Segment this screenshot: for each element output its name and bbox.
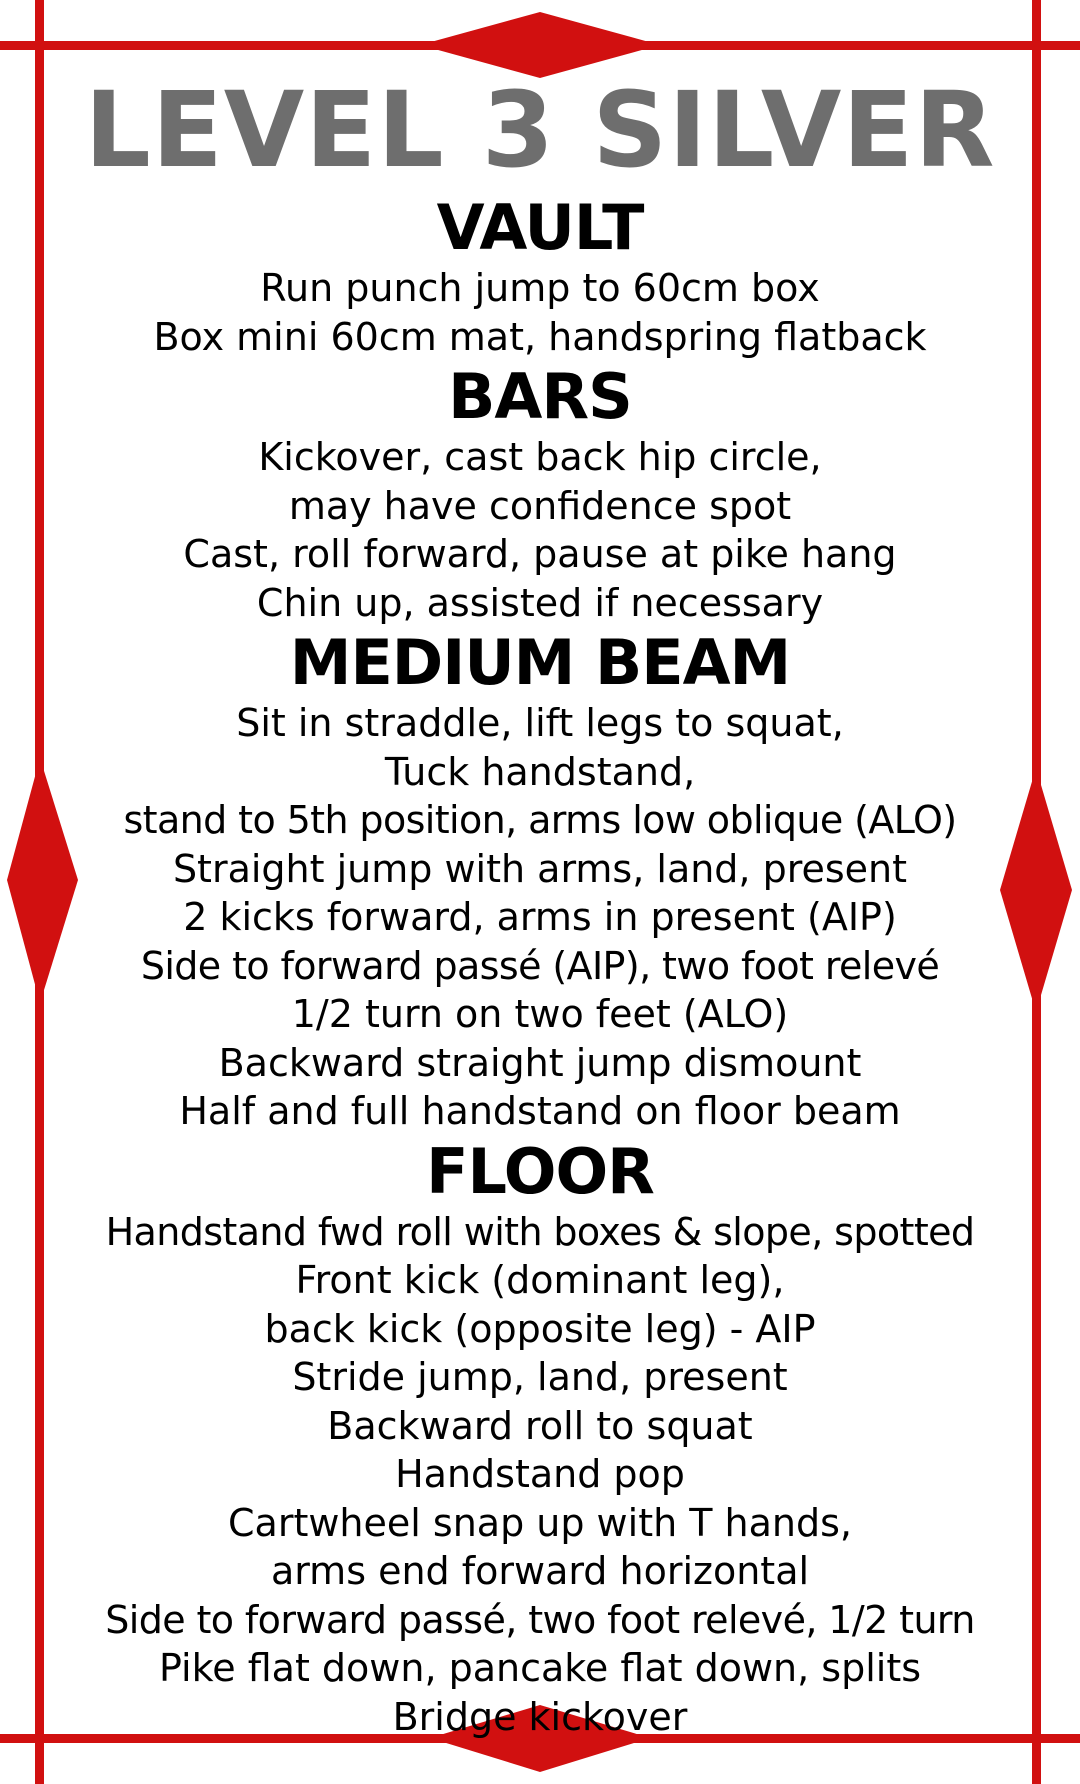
bars-line: Cast, roll forward, pause at pike hang (183, 532, 897, 576)
beam-line: 2 kicks forward, arms in present (AIP) (183, 895, 897, 939)
floor-line: back kick (opposite leg) - AIP (264, 1306, 816, 1351)
section-heading-floor: FLOOR (426, 1134, 654, 1208)
section-heading-bars: BARS (448, 360, 632, 433)
floor-line: Handstand pop (395, 1452, 685, 1496)
floor-line: Cartwheel snap up with T hands, (228, 1500, 852, 1545)
beam-line: 1/2 turn on two feet (ALO) (291, 992, 789, 1036)
floor-line: Bridge kickover (392, 1694, 688, 1739)
floor-line: Stride jump, land, present (292, 1355, 788, 1399)
bars-line: Chin up, assisted if necessary (256, 580, 824, 625)
page-title: LEVEL 3 SILVER (84, 69, 996, 191)
bars-line: Kickover, cast back hip circle, (258, 435, 822, 479)
document-content (60, 70, 1020, 1741)
floor-line: Handstand fwd roll with boxes & slope, spotted (105, 1209, 975, 1254)
floor-line: Side to forward passé, two foot relevé, 1/2 turn (105, 1597, 975, 1642)
vault-line: Run punch jump to 60cm box (260, 266, 820, 310)
section-heading-medium-beam: MEDIUM BEAM (289, 626, 791, 699)
beam-line: Side to forward passé (AIP), two foot relevé (140, 943, 940, 988)
section-vault (60, 192, 1020, 361)
beam-line: Half and full handstand on floor beam (179, 1089, 901, 1133)
beam-line: stand to 5th position, arms low oblique (ALO) (123, 798, 957, 842)
bars-line: may have confidence spot (288, 483, 792, 528)
beam-line: Tuck handstand, (384, 749, 696, 794)
floor-line: Backward roll to squat (327, 1403, 753, 1448)
beam-line: Backward straight jump dismount (218, 1040, 862, 1085)
section-heading-vault: VAULT (436, 191, 644, 264)
section-bars (60, 361, 1020, 627)
floor-line: Pike flat down, pancake flat down, splits (158, 1646, 922, 1690)
vault-line: Box mini 60cm mat, handspring flatback (153, 314, 927, 359)
section-floor (60, 1136, 1020, 1742)
section-medium-beam (60, 627, 1020, 1136)
floor-line: Front kick (dominant leg), (295, 1258, 785, 1302)
beam-line: Sit in straddle, lift legs to squat, (236, 701, 844, 745)
beam-line: Straight jump with arms, land, present (172, 846, 908, 891)
floor-line: arms end forward horizontal (270, 1549, 810, 1593)
